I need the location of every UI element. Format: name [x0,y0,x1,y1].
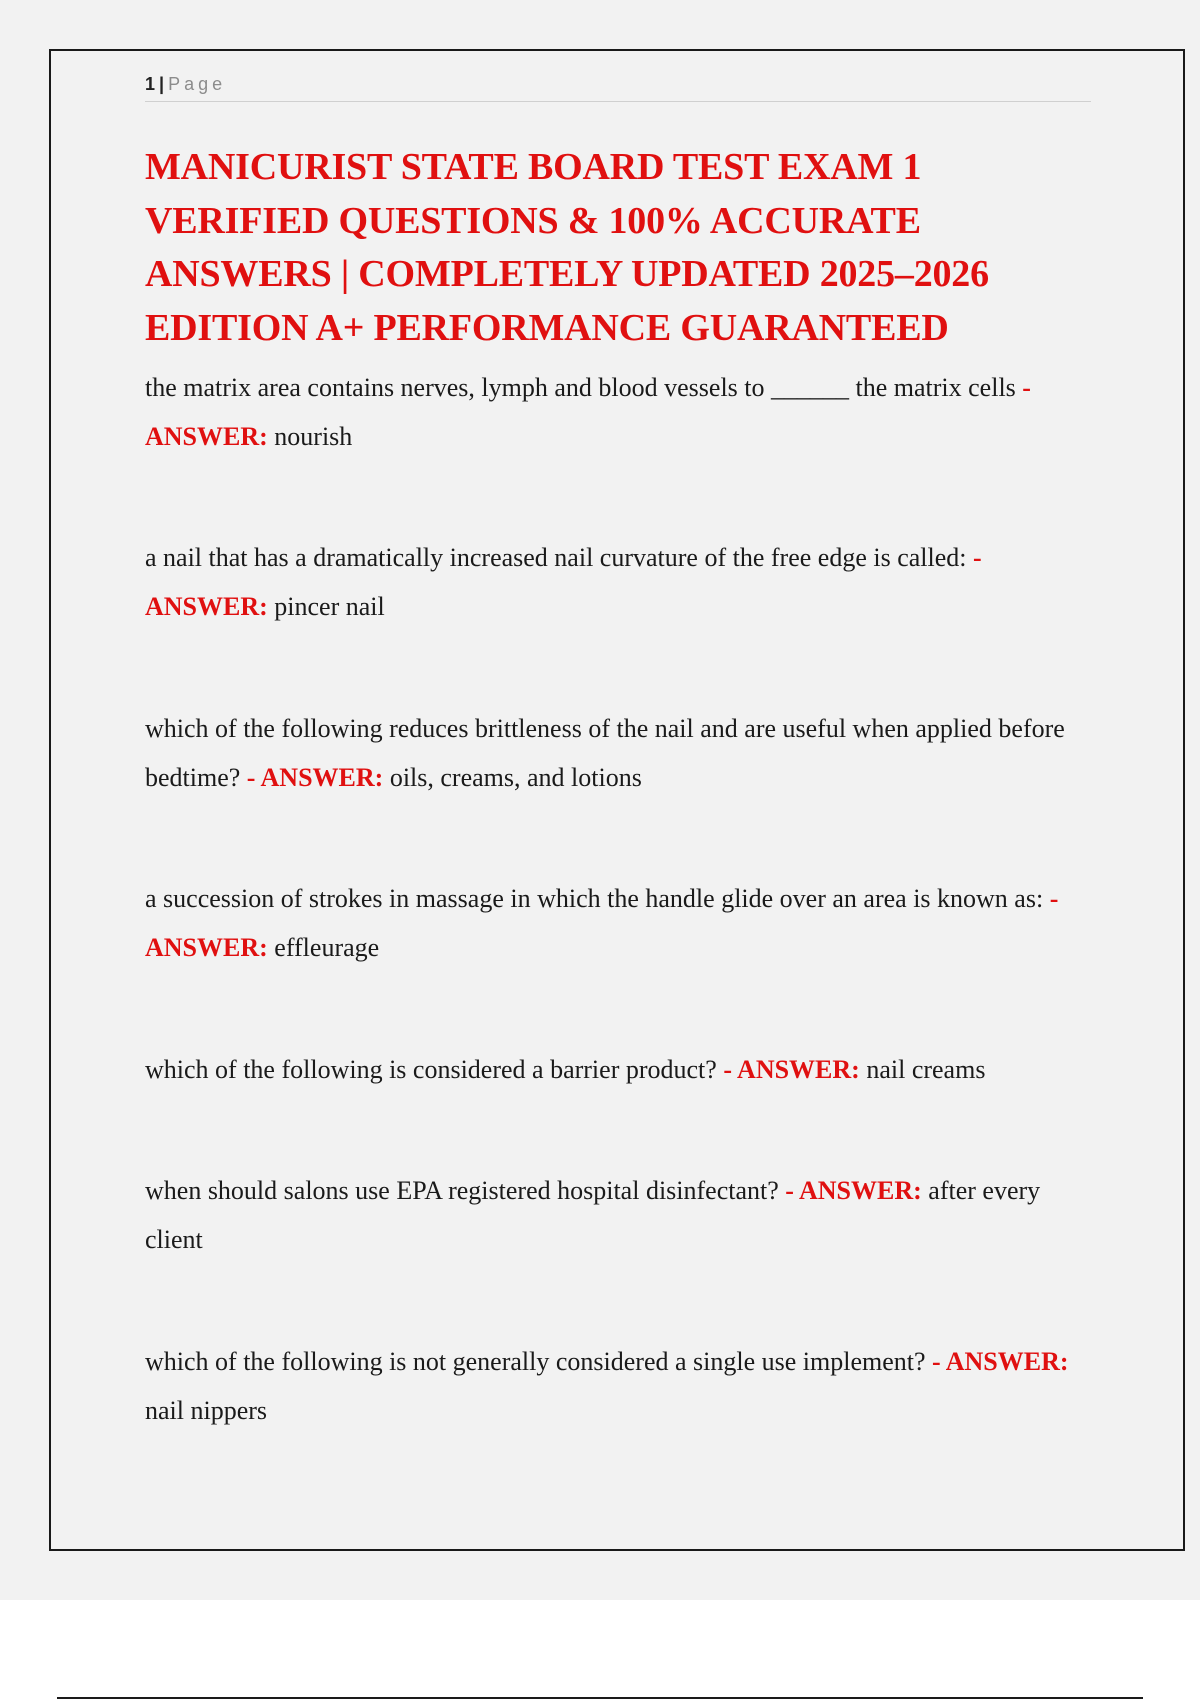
qa-item [145,533,1095,631]
answer-label: - ANSWER: [246,763,384,792]
qa-item [145,1337,1095,1435]
answer-text: nail creams [866,1055,986,1084]
next-page-top-rule [57,1697,1143,1699]
answer-text: nourish [274,422,353,451]
document-title: MANICURIST STATE BOARD TEST EXAM 1 VERIFIED QUESTIONS & 100% ACCURATE ANSWERS | COMPLETELY UPDATED 2025–2026 EDITION A+ PERFORMANCE GUARANTEED [145,146,989,349]
question-text: when should salons use EPA registered hospital disinfectant? [145,1176,779,1205]
answer-label: - ANSWER: [145,543,982,621]
answer-text: nail nippers [145,1396,268,1425]
question-text: which of the following reduces brittleness of the nail and are useful when applied before bedtime? [145,714,1065,792]
question-text: the matrix area contains nerves, lymph and blood vessels to ______ the matrix cells [145,373,1016,402]
qa-item [145,704,1095,802]
question-text: a nail that has a dramatically increased nail curvature of the free edge is called: [145,543,967,572]
answer-label: - ANSWER: [723,1055,860,1084]
answer-text: after every client [145,1176,1041,1254]
question-text: a succession of strokes in massage in which the handle glide over an area is known as: [145,884,1044,913]
answer-label: - ANSWER: [785,1176,922,1205]
qa-item [145,363,1095,461]
page-header [145,70,1091,102]
qa-item [145,1045,1095,1094]
qa-item [145,874,1095,972]
answer-text: oils, creams, and lotions [389,763,642,792]
page-number: 1 [145,74,156,94]
page-word: Page [168,74,227,94]
answer-label: - ANSWER: [145,373,1031,451]
answer-text: effleurage [274,933,380,962]
answer-text: pincer nail [274,592,385,621]
page-separator: | [159,74,165,94]
question-text: which of the following is not generally considered a single use implement? [145,1347,926,1376]
question-text: which of the following is considered a barrier product? [145,1055,717,1084]
qa-item [145,1166,1095,1264]
answer-label: - ANSWER: [932,1347,1069,1376]
answer-label: - ANSWER: [145,884,1059,962]
